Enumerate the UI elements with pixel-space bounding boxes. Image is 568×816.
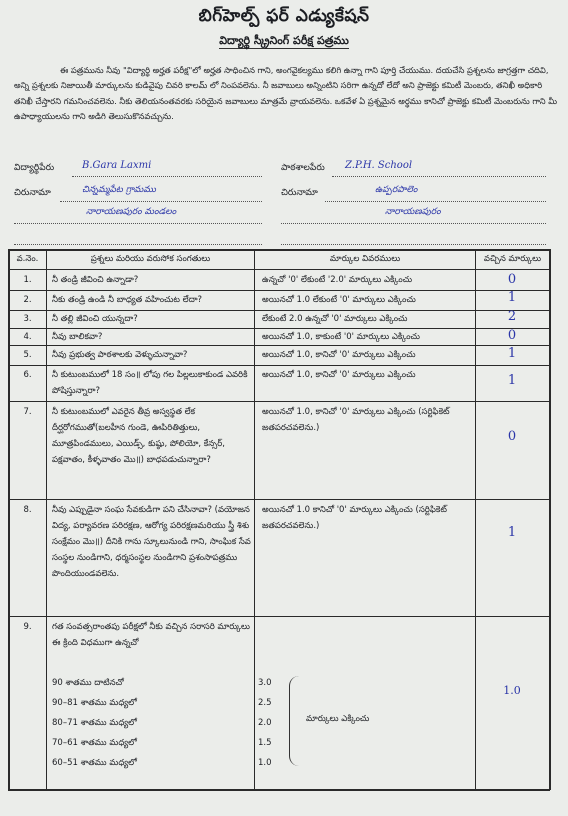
row-separator	[8, 365, 550, 366]
header-serial: వ.నెం.	[16, 254, 39, 264]
row-score[interactable]: 0	[507, 328, 517, 343]
row-question: నీవు ఎప్పుడైనా సంఘ సేవకుడిగా పని చేసినావా? (వయోజన విద్య, పర్యావరణ పరిరక్షణ, ఆరోగ్య పరిరక్షణమరియు స్త్రీ శిశు సంక్షేమం మొ॥) దీనికి గాను స్కూలునుండి గాని, సాంఘిక సేవ సంస్థల నుండిగాని, ధర్మసంస్థల నుండిగాని ప్రశంసాపత్రము పొందియుండవలెను.	[52, 505, 251, 579]
row-marks-rule: అయినచో 1.0, కానిచో '0' మార్కులు ఎక్కించు	[262, 370, 416, 380]
row-marks-rule: అయినచో 1.0 కానిచో '0' మార్కులు ఎక్కించు (సర్టిఫికెట్ జతపరచవలెను.)	[262, 505, 447, 531]
row-separator	[8, 401, 550, 402]
student-name-line	[72, 176, 262, 177]
marks-brace	[289, 676, 300, 766]
row-score[interactable]: 1	[507, 525, 517, 540]
school-address-line-1	[325, 201, 546, 202]
row-number: 7.	[23, 407, 32, 417]
row-question: నీ కుటుంబములో 18 సం॥ లోపు గల పిల్లలుకాకుండ ఎవరికి పోషిస్తున్నారా?	[52, 370, 248, 396]
row-score[interactable]: 1.0	[503, 684, 521, 697]
range-mark: 1.0	[258, 758, 272, 768]
range-mark: 1.5	[258, 738, 272, 748]
row-question: నీవు బాలికవా?	[52, 332, 103, 342]
range-row: 60–51 శాతము మధ్యలో	[52, 758, 137, 768]
header-questions: ప్రశ్నలు మరియు వరుసోక సంగతులు	[90, 254, 211, 264]
range-row: 90–81 శాతము మధ్యలో	[52, 698, 137, 708]
row-separator	[8, 616, 550, 617]
address-line-3	[14, 244, 262, 245]
school-address-line-3	[281, 244, 546, 245]
row-number: 2.	[23, 295, 32, 305]
row-score[interactable]: 0	[507, 429, 517, 444]
row-score[interactable]: 2	[507, 309, 517, 324]
school-address-line-2	[281, 223, 546, 224]
table-header-border	[8, 269, 550, 270]
school-name-label: పాఠశాలపేరు	[281, 163, 325, 173]
range-row: 70–61 శాతము మధ్యలో	[52, 738, 137, 748]
row-marks-rule: అయినచో 1.0, కానిచో '0' మార్కులు ఎక్కించు (సర్టిఫికెట్ జతపరచవలెను.)	[262, 407, 450, 433]
row-question: నీకు తండ్రి ఉండి నీ బాధ్యత వహించుట లేదా?	[52, 295, 203, 305]
address-value-2[interactable]: నారాయణపురం మండలం	[86, 207, 177, 217]
row-separator	[8, 290, 550, 291]
row-question: నీవు ప్రభుత్వ పాఠశాలకు వెళ్ళుచున్నావా?	[52, 350, 188, 360]
row-marks-rule: మార్కులు ఎక్కించు	[306, 714, 370, 724]
row-number: 1.	[23, 275, 32, 285]
row-separator	[8, 345, 550, 346]
range-row: 80–71 శాతము మధ్యలో	[52, 718, 137, 728]
row-marks-rule: లేకుంటే 2.0 ఉన్నచో '0' మార్కులు ఎక్కించు	[262, 314, 408, 324]
table-col-divider-2	[254, 249, 255, 790]
row-score[interactable]: 1	[507, 346, 517, 361]
form-title: బిగ్‌హెల్ప్ ఫర్ ఎడ్యుకేషన్	[198, 6, 370, 26]
address-line-1	[60, 201, 262, 202]
address-label: చిరునామా	[14, 188, 51, 198]
row-marks-rule: అయినచో 1.0, కాకుంటే '0' మార్కులు ఎక్కించు	[262, 332, 420, 342]
row-question: నీ కుటుంబములో ఎవరైన తీవ్ర అస్వస్థత లేక దీర్ఘరోగముతో(బలహీన గుండె, ఊపిరితిత్తులు, మూత్రపిండములు, ఎయిడ్స్, కుష్ఠు, పోలియో, కేన్సర్, పక్షవాతం, కీళ్ళవాతం మొ॥) బాధపడుచున్నారా?	[52, 407, 225, 465]
address-value-1[interactable]: చిన్నమ్మపేట గ్రామము	[82, 185, 156, 195]
school-name-line	[332, 176, 546, 177]
row-score[interactable]: 0	[507, 272, 517, 287]
row-separator	[8, 499, 550, 500]
range-row: 90 శాతము దాటినచో	[52, 678, 124, 688]
row-question: నీ తండ్రి జీవించి ఉన్నాడా?	[52, 275, 139, 285]
row-score[interactable]: 1	[507, 373, 517, 388]
row-number: 5.	[23, 350, 32, 360]
range-mark: 2.5	[258, 698, 272, 708]
school-address-value-2[interactable]: నారాయణపురం	[385, 207, 441, 217]
row-question: గత సంవత్సరాంతపు పరీక్షలో నీకు వచ్చిన సరాసరి మార్కులు ఈ క్రింది విధముగా ఉన్నచో	[52, 622, 251, 648]
form-subtitle-text: విద్యార్థి స్క్రీనింగ్ పరీక్ష పత్రము	[219, 34, 349, 47]
row-number: 3.	[23, 314, 32, 324]
row-number: 8.	[23, 505, 32, 515]
intro-paragraph: ఈ పత్రమును నీవు "విద్యార్థి అర్హత పరీక్ష"లో అర్హత సాధించిన గాని, అంగవైకల్యము కలిగి ఉన్నా గాని పూర్తి చేయుము. దయచేసి ప్రశ్నలను జాగ్రత్తగా చదివి, అన్ని ప్రశ్నలకు నిజాయితీ మార్కులను కుడివైపు చివరి కాలమ్ లో నింపవలెను. నీ జవాబులు అన్నింటిని సరిగా ఉన్నదో లేదో అని ప్రాజెక్టు కమిటీ మెంబరు, తనిఖీ అధికారి తనిఖీ చేస్తారని గమనించవలెను. నీకు తెలియనంతవరకు సరియైన జవాబులు మాత్రమే వ్రాయవలెను. ఒకవేళ ఏ ప్రశ్నమైన అర్థము కానిచో ప్రాజెక్టు కమిటీ మెంబరును గాని మీ ఉపాధ్యాయులను గాని అడిగి తెలుసుకొనవచ్చును.	[14, 65, 558, 122]
student-name-label: విద్యార్థిపేరు	[14, 163, 55, 173]
school-address-value-1[interactable]: ఉప్పరపాలెం	[375, 185, 418, 195]
school-name-value[interactable]: Z.P.H. School	[345, 160, 413, 171]
header-marks-obtained: వచ్చిన మార్కులు	[483, 254, 542, 264]
row-marks-rule: అయినచో 1.0 లేకుంటే '0' మార్కులు ఎక్కించు	[262, 295, 416, 305]
student-name-value[interactable]: B.Gara Laxmi	[82, 160, 152, 171]
row-question: నీ తల్లి జీవించి యున్నదా?	[52, 314, 138, 324]
table-right-border	[549, 249, 551, 790]
table-bottom-border	[8, 789, 550, 791]
row-number: 4.	[23, 332, 32, 342]
row-number: 9.	[23, 622, 32, 632]
row-score[interactable]: 1	[507, 290, 517, 305]
row-marks-rule: ఉన్నచో '0' లేకుంటే '2.0' మార్కులు ఎక్కించు	[262, 275, 413, 285]
row-number: 6.	[23, 370, 32, 380]
row-marks-rule: అయినచో 1.0, కానిచో '0' మార్కులు ఎక్కించు	[262, 350, 416, 360]
range-mark: 2.0	[258, 718, 272, 728]
form-subtitle	[0, 34, 568, 50]
header-marks-details: మార్కుల వివరములు	[329, 254, 401, 264]
table-col-divider-1	[46, 249, 47, 790]
school-address-label: చిరునామా	[281, 188, 318, 198]
address-line-2	[14, 223, 262, 224]
range-mark: 3.0	[258, 678, 272, 688]
